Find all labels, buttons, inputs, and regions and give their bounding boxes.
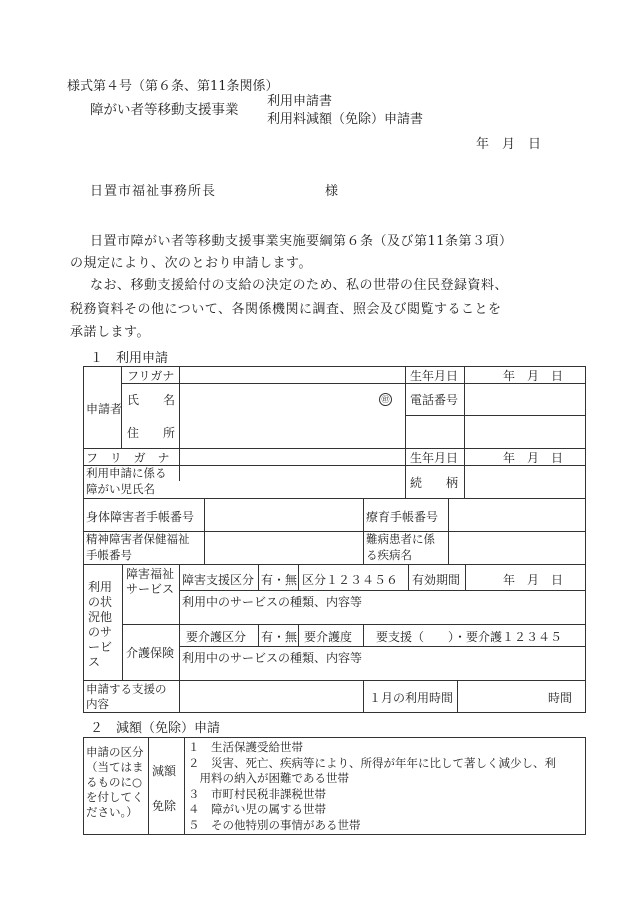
care-insurance-label: 介護保険 — [126, 646, 175, 660]
intractable-label-2: る疾病名 — [366, 548, 412, 562]
application-date-field[interactable]: 年 月 日 — [476, 137, 542, 152]
intro-line-2: の規定により、次のとおり申請します。 — [70, 256, 312, 271]
applicant-birthdate-field[interactable]: 年 月 日 — [503, 369, 564, 383]
reason-option-3[interactable]: ３ 市町村民税非課税世帯 — [188, 787, 326, 801]
monthly-hours-label: １月の利用時間 — [369, 691, 454, 705]
reason-option-1[interactable]: １ 生活保護受給世帯 — [188, 740, 303, 754]
intro-line-1: 日置市障がい者等移動支援事業実施要綱第６条（及び第11条第３項） — [90, 234, 513, 249]
mental-handbook-label-1: 精神障害者保健福祉 — [86, 532, 190, 546]
category-label-5: ださい。） — [86, 805, 138, 819]
addressee-name: 日置市福祉事務所長 — [90, 184, 217, 199]
support-category-numbers[interactable]: 区分１２３４５６ — [302, 573, 399, 587]
intractable-label-1: 難病患者に係 — [366, 532, 435, 546]
phone-label: 電話番号 — [410, 393, 459, 407]
form-title-option-reduction: 利用料減額（免除）申請書 — [267, 112, 424, 127]
support-category-yes-no[interactable]: 有・無 — [261, 573, 298, 587]
monthly-hours-unit: 時間 — [548, 691, 573, 705]
category-label-1: 申請の区分 — [86, 745, 144, 759]
valid-period-label: 有効期間 — [412, 573, 461, 587]
care-level-label: 要介護度 — [304, 630, 353, 644]
exemption-option[interactable]: 免除 — [152, 799, 177, 813]
child-birthdate-field[interactable]: 年 月 日 — [503, 451, 564, 465]
mental-handbook-label-2: 手帳番号 — [86, 548, 132, 562]
form-number: 様式第４号（第６条、第11条関係） — [67, 79, 279, 94]
addressee-honorific: 様 — [325, 184, 339, 199]
reason-option-2[interactable]: ２ 災害、死亡、疾病等により、所得が年年に比して著しく減少し、利 — [188, 756, 556, 770]
reduction-option[interactable]: 減額 — [152, 764, 177, 778]
requested-support-label-2: 内容 — [86, 697, 109, 711]
reason-option-5[interactable]: ５ その他特別の事情がある世帯 — [188, 818, 361, 832]
birthdate-label: 生年月日 — [410, 369, 459, 383]
intro-line-5: 承諾します。 — [70, 325, 150, 340]
child-name-label-2: 障がい児氏名 — [86, 482, 155, 496]
requested-support-label-1: 申請する支援の — [86, 682, 167, 696]
intro-line-4: 税務資料その他について、各関係機関に調査、照会及び閲覧することを — [70, 302, 502, 317]
intro-line-3: なお、移動支援給付の支給の決定のため、私の世帯の住民登録資料、 — [90, 278, 508, 293]
form-title-prefix: 障がい者等移動支援事業 — [90, 102, 239, 118]
care-category-label: 要介護区分 — [186, 630, 247, 644]
name-label: 氏 名 — [127, 393, 176, 407]
form-title-option-usage: 利用申請書 — [267, 94, 333, 109]
welfare-services-in-use: 利用中のサービスの種類、内容等 — [182, 595, 363, 609]
ryoiku-handbook-label: 療育手帳番号 — [366, 510, 439, 524]
care-category-yes-no[interactable]: 有・無 — [261, 630, 298, 644]
category-label-3: るものに○ — [86, 775, 143, 789]
furigana-label: フリガナ — [127, 369, 175, 383]
care-services-in-use: 利用中のサービスの種類、内容等 — [182, 651, 363, 665]
relationship-label: 続 柄 — [410, 476, 459, 490]
child-birthdate-label: 生年月日 — [410, 451, 459, 465]
other-services-label: 利用の状況他のサービス — [88, 580, 113, 669]
seal-mark: ㊞ — [379, 393, 392, 406]
section-1-heading: １ 利用申請 — [90, 351, 169, 366]
category-label-2: （当てはま — [86, 760, 144, 774]
reason-option-4[interactable]: ４ 障がい児の属する世帯 — [188, 802, 326, 816]
physical-handbook-label: 身体障害者手帳番号 — [86, 510, 195, 524]
care-level-options[interactable]: 要支援（ ）・要介護１２３４５ — [376, 630, 563, 644]
valid-period-field[interactable]: 年 月 日 — [503, 573, 564, 587]
child-name-label-1: 利用申請に係る — [86, 466, 167, 480]
section-2-heading: ２ 減額（免除）申請 — [90, 721, 221, 736]
address-label: 住 所 — [127, 426, 176, 440]
support-category-label: 障害支援区分 — [182, 573, 255, 587]
child-furigana-label: フ リ ガ ナ — [86, 451, 174, 465]
category-label-4: を付してく — [86, 790, 144, 804]
welfare-services-label: 障害福祉サービス — [126, 567, 175, 596]
applicant-label: 申請者 — [86, 402, 123, 416]
reason-option-2-continued: 用料の納入が困難である世帯 — [188, 771, 349, 785]
